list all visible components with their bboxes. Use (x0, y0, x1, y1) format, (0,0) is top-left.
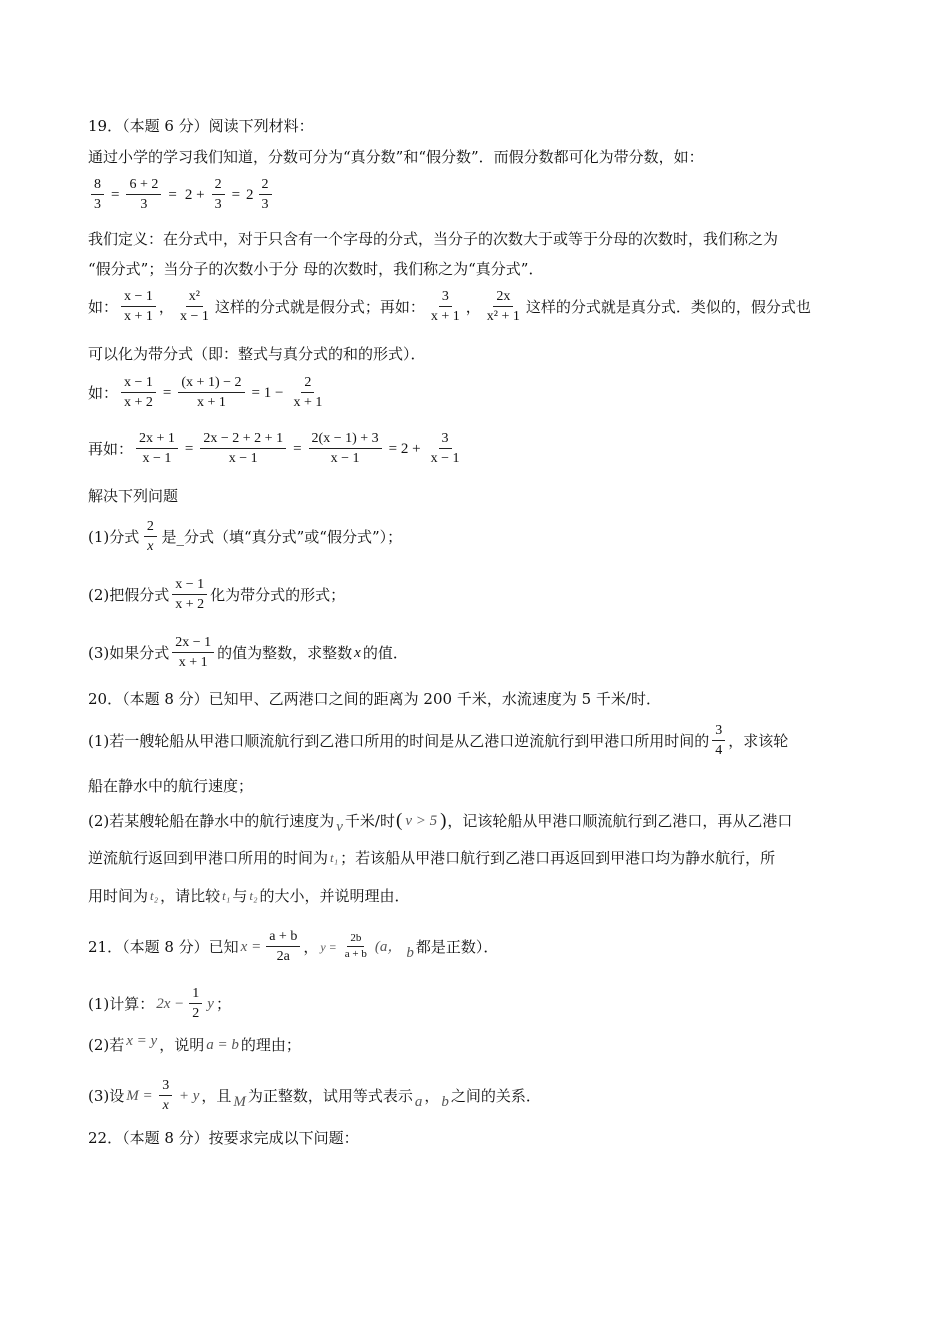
fraction: $\frac{3}{x + 1}$ (430, 289, 460, 324)
fraction: $\frac{2x + 1}{x - 1}$ (136, 430, 178, 467)
q21-part-2: (2)若 x = y ，说明 a = b 的理由； (88, 1033, 301, 1054)
q21-header: 21．（本题 8 分）已知 x = $\frac{a + b}{2a}$ ， y = $\frac{2b}{a + b}$ (a， b 都是正数）． (88, 929, 499, 964)
q19-example-mixed-number: $\frac{8}{3}$ = $\frac{6 + 2}{3}$ = 2 + $\frac{2}{3}$ = 2 $\frac{2}{3}$ (88, 176, 890, 213)
q21-part-3: (3)设 M = $\frac{3}{x}$ + y ，且 M 为正整数，试用等式表示 a ， b 之间的关系． (88, 1078, 541, 1113)
fraction: $\frac{x - 1}{x + 1}$ (121, 288, 156, 325)
fraction: $\frac{8}{3}$ (91, 176, 104, 213)
q19-solve-label: 解决下列问题 (88, 487, 179, 505)
q20-part-2-line-2: 逆流航行返回到甲港口所用的时间为 t₁ ；若该船从甲港口航行到乙港口再返回到甲港口均为静水航行，所 (88, 849, 776, 867)
fraction: $\frac{2x - 1}{x + 1}$ (172, 634, 214, 671)
fraction: $\frac{2}{3}$ (259, 176, 272, 213)
fraction: $\frac{2}{x}$ (142, 518, 158, 555)
q19-example-3: 如： $\frac{x - 1}{x + 2}$ = $\frac{(x + 1) - 2}{x + 1}$ = 1 − $\frac{2}{x + 1}$ (88, 374, 890, 411)
q20-part-2-line-3: 用时间为 t₂ ，请比较 t₁ 与 t₂ 的大小，并说明理由． (88, 887, 410, 905)
fraction: $\frac{2}{3}$ (212, 176, 225, 213)
q20-part-1: (1)若一艘轮船从甲港口顺流航行到乙港口所用的时间是从乙港口逆流航行到甲港口所用时间的 $\frac{3}{4}$ ，求该轮 (88, 723, 789, 758)
fraction: $\frac{a + b}{2a}$ (266, 928, 300, 965)
fraction: $\frac{2}{x + 1}$ (293, 375, 323, 410)
q19-part-1: (1)分式 $\frac{2}{x}$ 是_分式（填“真分式”或“假分式”）； (88, 519, 403, 554)
fraction: $\frac{1}{2}$ (189, 985, 202, 1022)
q20-part-1-cont: 船在静水中的航行速度； (88, 777, 254, 795)
q19-definition-1: 我们定义：在分式中，对于只含有一个字母的分式，当分子的次数大于或等于分母的次数时，我们称之为 (88, 230, 779, 248)
fraction: $\frac{3}{x}$ (158, 1077, 174, 1114)
q22-header: 22．（本题 8 分）按要求完成以下问题： (88, 1129, 359, 1147)
q19-part-3: (3)如果分式 $\frac{2x - 1}{x + 1}$ 的值为整数，求整数 x 的值． (88, 635, 408, 670)
fraction: $\frac{\text{x²}}{x - 1}$ (179, 289, 209, 324)
q21-part-1: (1)计算： 2x − $\frac{1}{2}$ y ； (88, 986, 231, 1021)
fraction: $\frac{3}{4}$ (712, 722, 725, 759)
fraction: $\frac{6 + 2}{3}$ (126, 176, 161, 213)
fraction: $\frac{x - 1}{x + 2}$ (121, 374, 156, 411)
q19-intro: 通过小学的学习我们知道，分数可分为“真分数”和“假分数”．而假分数都可化为带分数，如： (88, 148, 704, 166)
q19-part-2: (2)把假分式 $\frac{x - 1}{x + 2}$ 化为带分式的形式； (88, 577, 346, 612)
q20-header: 20．（本题 8 分）已知甲、乙两港口之间的距离为 200 千米，水流速度为 5 千米/时． (88, 690, 661, 708)
fraction: $\frac{x - 1}{x + 2}$ (172, 576, 207, 613)
fraction: $\frac{2x - 2 + 2 + 1}{x - 1}$ (200, 430, 286, 467)
fraction: $\frac{3}{x - 1}$ (430, 431, 460, 466)
fraction: $\frac{(x + 1) - 2}{x + 1}$ (178, 374, 244, 411)
q19-example-fractions: 如： $\frac{x - 1}{x + 1}$ ， $\frac{\text{x²}}{x - 1}$ 这样的分式就是假分式；再如： $\frac{3}{x + 1}$ ， $\frac{2x}{\text{x² + 1}}$ 这样的分式就是真分式．类似的，假分式也 (88, 289, 811, 324)
q19-example-continued: 可以化为带分式（即：整式与真分式的和的形式）． (88, 345, 426, 363)
q19-definition-2: “假分式”；当分子的次数小于分 母的次数时，我们称之为“真分式”． (88, 260, 544, 278)
fraction: $\frac{2x}{\text{x² + 1}}$ (486, 289, 520, 324)
fraction: $\frac{2(x - 1) + 3}{x - 1}$ (309, 430, 382, 467)
fraction: $\frac{2b}{a + b}$ (344, 932, 367, 960)
q19-example-4: 再如： $\frac{2x + 1}{x - 1}$ = $\frac{2x - 2 + 2 + 1}{x - 1}$ = $\frac{2(x - 1) + 3}{x - 1}$ = 2 + $\frac{3}{x - 1}$ (88, 430, 890, 467)
q20-part-2: (2)若某艘轮船在静水中的航行速度为 v 千米/时 ( v > 5 ) ，记该轮船从甲港口顺流航行到乙港口，再从乙港口 (88, 810, 793, 835)
q19-header: 19．（本题 6 分）阅读下列材料： (88, 117, 314, 135)
